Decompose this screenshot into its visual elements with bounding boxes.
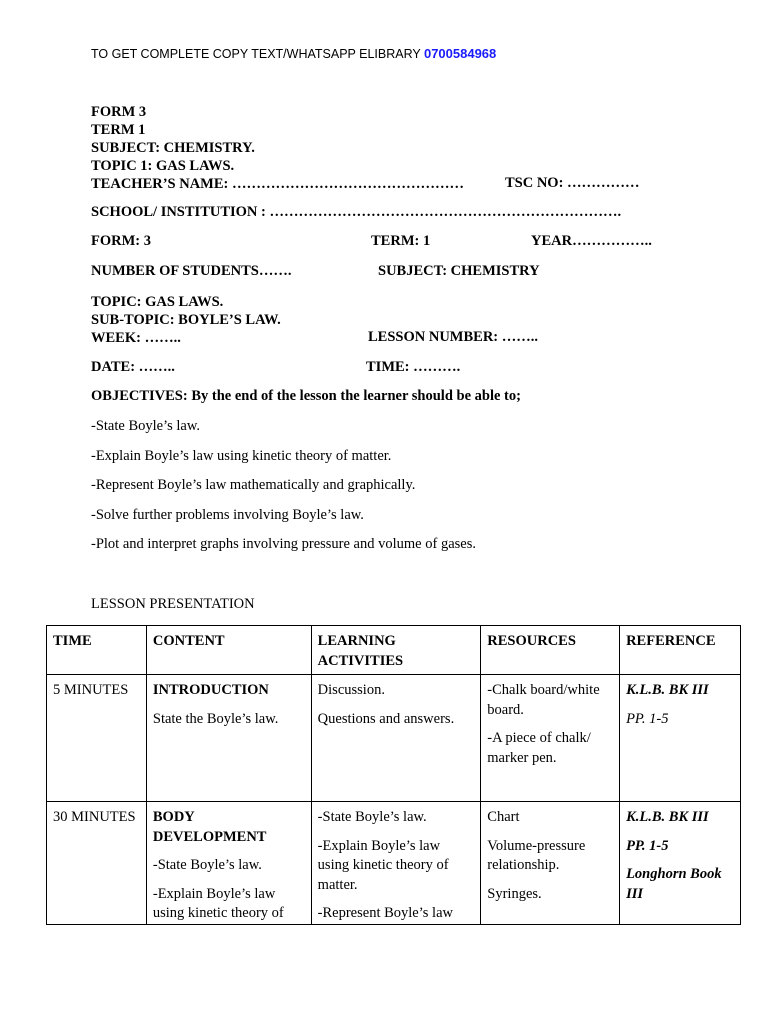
objective-item: -Represent Boyle’s law mathematically and graphically. xyxy=(91,477,416,493)
intro-tsc: TSC NO: …………… xyxy=(505,175,640,191)
lesson-number-field: LESSON NUMBER: …….. xyxy=(368,329,538,345)
students-field: NUMBER OF STUDENTS……. xyxy=(91,263,292,279)
time-field: TIME: ………. xyxy=(366,359,461,375)
resource-line: Syringes. xyxy=(487,885,542,902)
intro-teacher: TEACHER’S NAME: ………………………………………… xyxy=(91,176,464,192)
objectives-lead: : By the end of the lesson the learner should be able to; xyxy=(182,388,521,404)
objectives-heading xyxy=(91,388,521,405)
week-field: WEEK: …….. xyxy=(91,330,181,346)
year-field: YEAR…………….. xyxy=(531,233,652,249)
cell-activities xyxy=(311,675,481,802)
table-row xyxy=(47,675,741,802)
intro-form: FORM 3 xyxy=(91,104,147,120)
activity-line: -Explain Boyle’s law using kinetic theory of matter. xyxy=(317,837,449,893)
content-title: INTRODUCTION xyxy=(152,682,269,698)
objective-item: -State Boyle’s law. xyxy=(91,418,200,434)
subject-field: SUBJECT: CHEMISTRY xyxy=(378,263,540,279)
intro-term: TERM 1 xyxy=(91,122,146,138)
header-content: CONTENT xyxy=(146,626,311,675)
form-field: FORM: 3 xyxy=(91,233,151,249)
activity-line: Discussion. xyxy=(317,682,385,698)
reference-line: PP. 1-5 xyxy=(626,837,669,854)
resource-line: -Chalk board/white board. xyxy=(487,682,600,718)
topic-field: TOPIC: GAS LAWS. xyxy=(91,294,224,310)
cell-reference xyxy=(620,675,741,802)
resource-line: Chart xyxy=(487,809,520,825)
activity-line: -State Boyle’s law. xyxy=(317,809,427,825)
content-line: -Explain Boyle’s law using kinetic theory of xyxy=(152,885,284,921)
header-reference: REFERENCE xyxy=(620,626,741,675)
intro-topic: TOPIC 1: GAS LAWS. xyxy=(91,158,235,174)
lesson-table xyxy=(46,625,741,925)
content-title: BODY DEVELOPMENT xyxy=(152,809,267,845)
cell-activities xyxy=(311,802,481,925)
lesson-presentation-heading: LESSON PRESENTATION xyxy=(91,596,255,612)
topic-block xyxy=(91,293,281,347)
table-header-row xyxy=(47,626,741,675)
cell-resources xyxy=(481,802,620,925)
cell-content xyxy=(146,802,311,925)
cell-content xyxy=(146,675,311,802)
cell-resources xyxy=(481,675,620,802)
activity-line: -Represent Boyle’s law xyxy=(317,905,453,921)
cell-time xyxy=(47,802,147,925)
date-field: DATE: …….. xyxy=(91,359,175,375)
activity-line: Questions and answers. xyxy=(317,710,455,727)
subtopic-field: SUB-TOPIC: BOYLE’S LAW. xyxy=(91,312,281,328)
content-line: -State Boyle’s law. xyxy=(152,857,262,873)
header-time: TIME xyxy=(47,626,147,675)
objective-item: -Plot and interpret graphs involving pressure and volume of gases. xyxy=(91,536,476,552)
promo-header xyxy=(91,46,496,61)
reference-line: K.L.B. BK III xyxy=(626,682,709,698)
intro-subject: SUBJECT: CHEMISTRY. xyxy=(91,140,255,156)
header-resources: RESOURCES xyxy=(481,626,620,675)
reference-line: PP. 1-5 xyxy=(626,710,669,727)
time-value: 5 MINUTES xyxy=(53,682,129,698)
reference-line: K.L.B. BK III xyxy=(626,809,709,825)
promo-text: TO GET COMPLETE COPY TEXT/WHATSAPP ELIBRARY xyxy=(91,47,424,61)
cell-time xyxy=(47,675,147,802)
promo-phone[interactable]: 0700584968 xyxy=(423,46,497,61)
table-row xyxy=(47,802,741,925)
resource-line: Volume-pressure relationship. xyxy=(487,837,586,873)
content-line: State the Boyle’s law. xyxy=(152,710,279,727)
resource-line: -A piece of chalk/ marker pen. xyxy=(487,730,591,766)
objective-item: -Solve further problems involving Boyle’s law. xyxy=(91,507,364,523)
cell-reference xyxy=(620,802,741,925)
intro-block xyxy=(91,103,464,193)
time-value: 30 MINUTES xyxy=(53,809,136,825)
reference-line: Longhorn Book III xyxy=(626,866,722,902)
objectives-label: OBJECTIVES xyxy=(91,388,183,404)
header-learning-activities: LEARNING ACTIVITIES xyxy=(311,626,481,675)
term-field: TERM: 1 xyxy=(371,233,431,249)
objective-item: -Explain Boyle’s law using kinetic theory of matter. xyxy=(91,448,392,464)
school-field: SCHOOL/ INSTITUTION : ………………………………………………………………. xyxy=(91,204,622,220)
